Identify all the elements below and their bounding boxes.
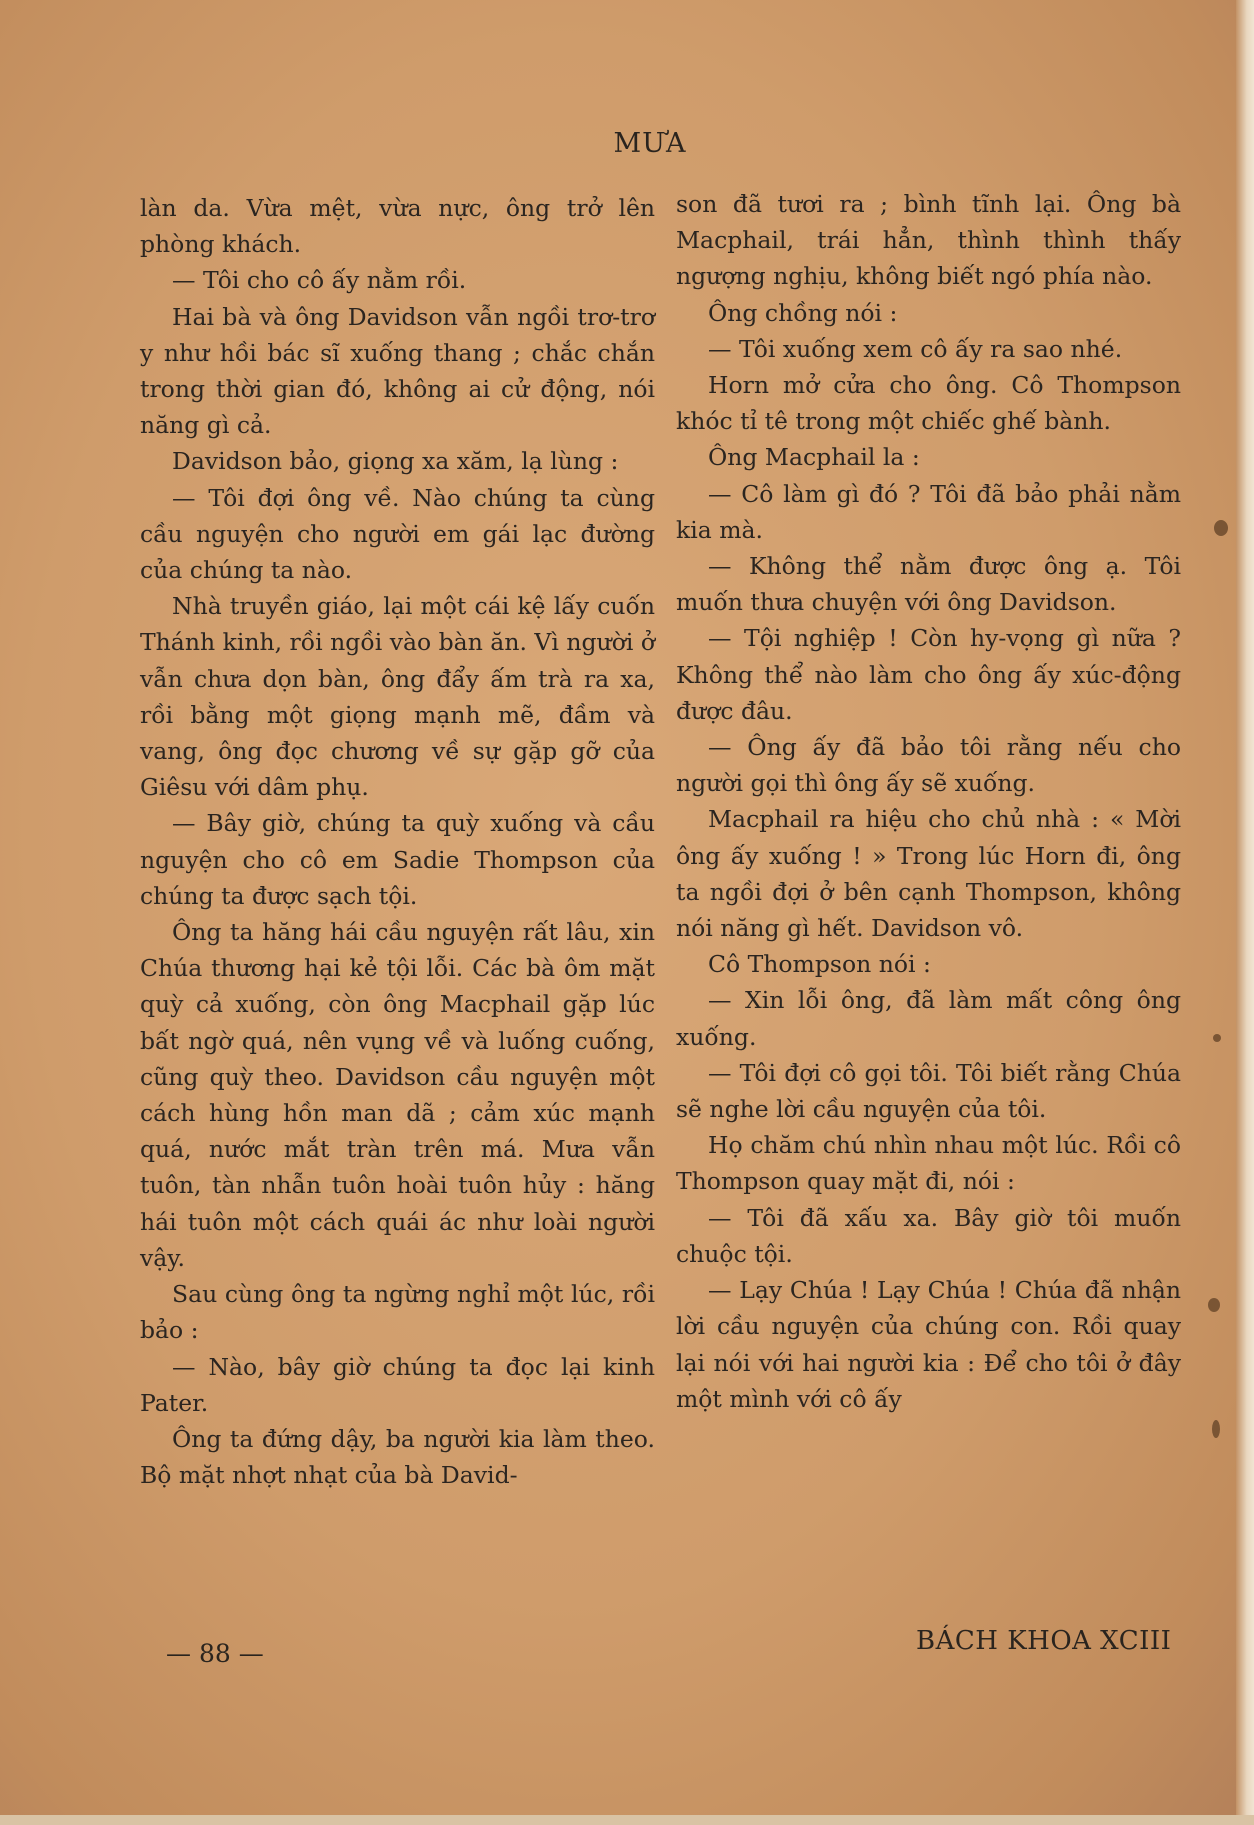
paragraph: — Xin lỗi ông, đã làm mất công ông xuống. [676, 986, 1181, 1051]
paper-stain [1212, 1420, 1220, 1438]
paragraph: Ông Macphail la : [708, 443, 920, 472]
paragraph: Ông ta hăng hái cầu nguyện rất lâu, xin Chúa thương hại kẻ tội lỗi. Các bà ôm mặt quỳ cả xuống, còn ông Macphail gặp lúc bất ngờ quá, nên vụng về và luống cuống, cũng quỳ theo. Davidson cầu nguyện một cách hùng hồn man dã ; cảm xúc mạnh quá, nước mắt tràn trên má. Mưa vẫn tuôn, tàn nhẫn tuôn hoài tuôn hủy : hăng hái tuôn một cách quái ác như loài người vậy. [140, 918, 655, 1272]
left-column [140, 190, 655, 1493]
page-number: — 88 — [166, 1639, 264, 1668]
paragraph: Cô Thompson nói : [708, 950, 931, 979]
paragraph: Sau cùng ông ta ngừng nghỉ một lúc, rồi bảo : [140, 1280, 655, 1345]
page-edge-bottom [0, 1815, 1254, 1825]
paragraph: Macphail ra hiệu cho chủ nhà : « Mời ông ấy xuống ! » Trong lúc Horn đi, ông ta ngồi đợi ở bên cạnh Thompson, không nói năng gì hết. Davidson vô. [676, 805, 1181, 943]
journal-name: BÁCH KHOA XCIII [916, 1626, 1172, 1656]
paragraph: Ông chồng nói : [708, 298, 898, 327]
paragraph: — Tội nghiệp ! Còn hy-vọng gì nữa ? Không thể nào làm cho ông ấy xúc-động được đâu. [676, 624, 1181, 725]
paragraph: — Tôi cho cô ấy nằm rồi. [172, 266, 467, 295]
paragraph: làn da. Vừa mệt, vừa nực, ông trở lên phòng khách. [140, 194, 655, 259]
paragraph: Hai bà và ông Davidson vẫn ngồi trơ-trơ y như hồi bác sĩ xuống thang ; chắc chắn trong thời gian đó, không ai cử động, nói năng gì cả. [140, 302, 655, 440]
right-column [676, 186, 1181, 1417]
paragraph: — Tôi đợi ông về. Nào chúng ta cùng cầu nguyện cho người em gái lạc đường của chúng ta nào. [140, 483, 655, 585]
paragraph: — Tôi xuống xem cô ấy ra sao nhé. [708, 334, 1123, 363]
paper-stain [1208, 1298, 1220, 1312]
paragraph: son đã tươi ra ; bình tĩnh lại. Ông bà Macphail, trái hẳn, thình thình thấy ngượng nghịu, không biết ngó phía nào. [676, 190, 1181, 291]
paragraph: — Ông ấy đã bảo tôi rằng nếu cho người gọi thì ông ấy sẽ xuống. [676, 733, 1181, 798]
paragraph: Nhà truyền giáo, lại một cái kệ lấy cuốn Thánh kinh, rồi ngồi vào bàn ăn. Vì người ở vẫn chưa dọn bàn, ông đẩy ấm trà ra xa, rồi bằng một giọng mạnh mẽ, đầm và vang, ông đọc chương về sự gặp gỡ của Giêsu với dâm phụ. [140, 592, 655, 802]
paragraph: — Cô làm gì đó ? Tôi đã bảo phải nằm kia mà. [676, 479, 1181, 544]
running-title: MƯA [613, 128, 687, 159]
paragraph: — Không thể nằm được ông ạ. Tôi muốn thưa chuyện với ông Davidson. [676, 552, 1181, 617]
paragraph: Horn mở cửa cho ông. Cô Thompson khóc tỉ tê trong một chiếc ghế bành. [676, 371, 1181, 436]
paragraph: Họ chăm chú nhìn nhau một lúc. Rồi cô Thompson quay mặt đi, nói : [676, 1131, 1181, 1196]
paragraph: — Tôi đã xấu xa. Bây giờ tôi muốn chuộc tội. [676, 1203, 1181, 1268]
page-edge [1236, 0, 1254, 1825]
paragraph: Davidson bảo, giọng xa xăm, lạ lùng : [172, 447, 619, 476]
paragraph: — Nào, bây giờ chúng ta đọc lại kinh Pater. [140, 1352, 655, 1417]
paragraph: Ông ta đứng dậy, ba người kia làm theo. Bộ mặt nhợt nhạt của bà David- [140, 1424, 655, 1490]
paragraph: — Bây giờ, chúng ta quỳ xuống và cầu nguyện cho cô em Sadie Thompson của chúng ta được sạch tội. [140, 809, 655, 910]
paragraph: — Tôi đợi cô gọi tôi. Tôi biết rằng Chúa sẽ nghe lời cầu nguyện của tôi. [676, 1058, 1181, 1124]
paper-stain [1213, 1034, 1221, 1042]
paragraph: — Lạy Chúa ! Lạy Chúa ! Chúa đã nhận lời cầu nguyện của chúng con. Rồi quay lại nói với hai người kia : Để cho tôi ở đây một mình với cô ấy [676, 1276, 1181, 1413]
paper-stain [1214, 520, 1228, 536]
